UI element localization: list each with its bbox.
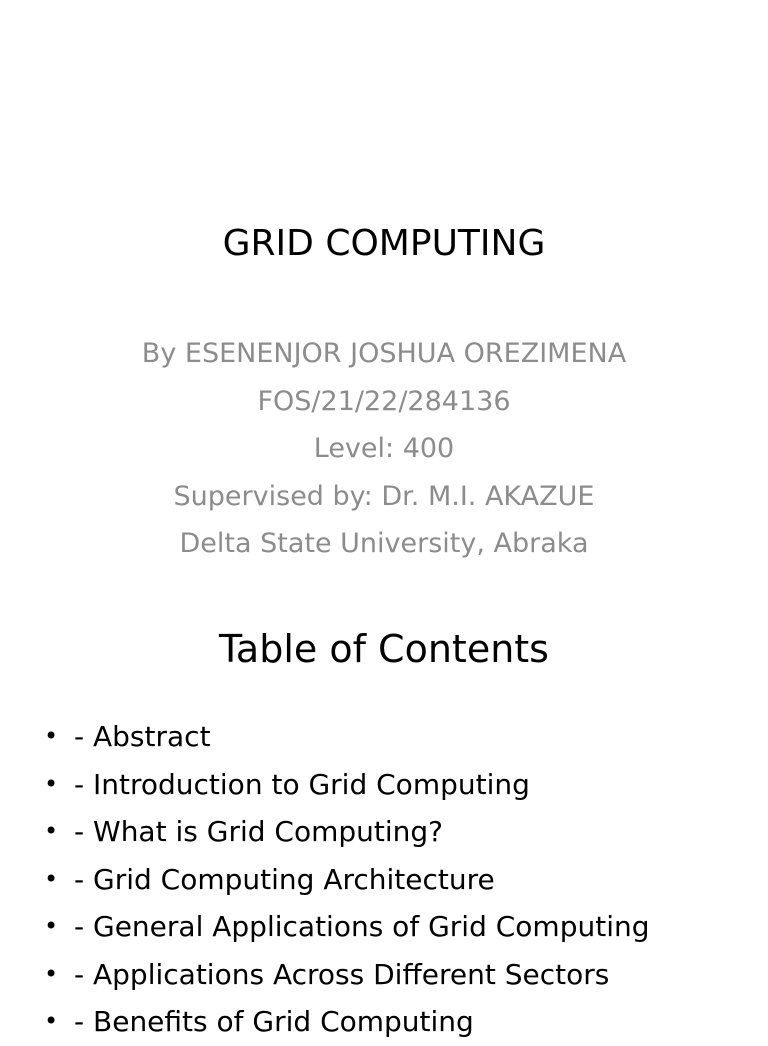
bullet-icon: • bbox=[44, 912, 59, 940]
bullet-icon: • bbox=[44, 817, 59, 845]
author-line: By ESENENJOR JOSHUA OREZIMENA bbox=[141, 338, 627, 369]
toc-item-label: - Benefits of Grid Computing bbox=[74, 1005, 474, 1038]
toc-item-label: - General Applications of Grid Computing bbox=[74, 910, 650, 943]
toc-item-label: - Grid Computing Architecture bbox=[74, 862, 495, 896]
toc-heading: Table of Contents bbox=[219, 627, 549, 671]
toc-item-label: - Introduction to Grid Computing bbox=[74, 767, 530, 801]
bullet-icon: • bbox=[44, 1007, 59, 1035]
supervisor-line: Supervised by: Dr. M.I. AKAZUE bbox=[173, 480, 595, 512]
toc-item-benefits bbox=[44, 998, 650, 1046]
matric-number-line: FOS/21/22/284136 bbox=[257, 385, 511, 417]
toc-item-introduction bbox=[44, 761, 650, 809]
institution-line: Delta State University, Abraka bbox=[179, 528, 589, 559]
slide-title: GRID COMPUTING bbox=[222, 223, 546, 264]
toc-item-label: - Applications Across Different Sectors bbox=[74, 957, 610, 991]
slide-subtitle bbox=[0, 330, 768, 568]
toc-list bbox=[44, 713, 650, 1046]
toc-item-abstract bbox=[44, 713, 650, 761]
toc-item-architecture bbox=[44, 856, 650, 904]
toc-item-sector-applications bbox=[44, 951, 650, 999]
bullet-icon: • bbox=[44, 959, 59, 988]
toc-item-label: - Abstract bbox=[74, 720, 211, 753]
level-line: Level: 400 bbox=[313, 433, 455, 464]
toc-item-definition bbox=[44, 808, 650, 856]
bullet-icon: • bbox=[44, 864, 59, 893]
bullet-icon: • bbox=[44, 769, 59, 798]
toc-item-general-applications bbox=[44, 903, 650, 951]
toc-item-label: - What is Grid Computing? bbox=[74, 815, 444, 848]
bullet-icon: • bbox=[44, 722, 59, 750]
